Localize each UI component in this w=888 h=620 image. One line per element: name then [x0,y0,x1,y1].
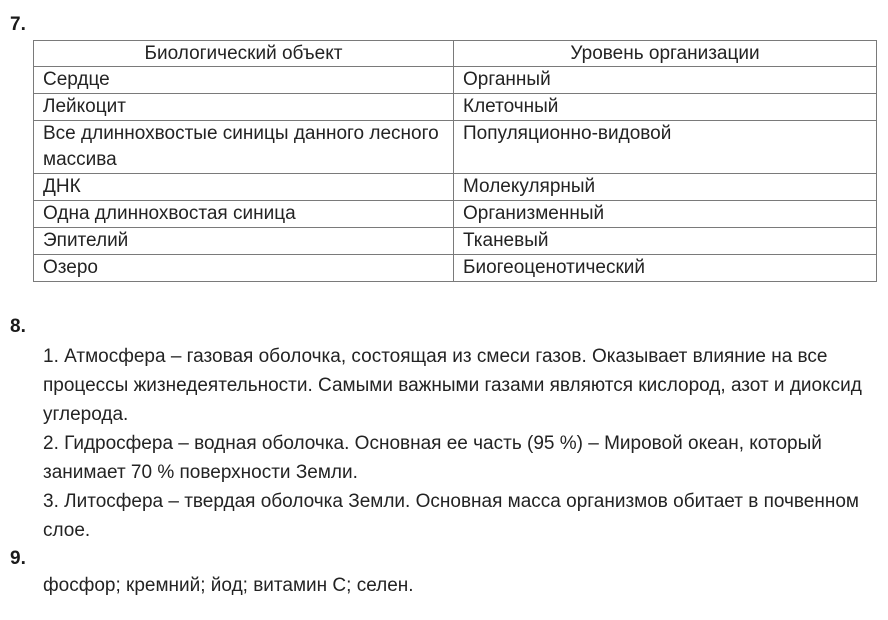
table-row [34,255,877,282]
object-cell: Все длиннохвостые синицы данного лесного массива [34,121,454,174]
paragraph-lithosphere: 3. Литосфера – твердая оболочка Земли. Основная масса организмов обитает в почвенном слое. [43,491,859,541]
header-level: Уровень организации [454,41,877,67]
task-8-answer [43,342,873,545]
task-8-number: 8. [10,316,26,337]
level-cell: Молекулярный [454,174,877,201]
paragraph-hydrosphere: 2. Гидросфера – водная оболочка. Основная ее часть (95 %) – Мировой океан, который занимает 70 % поверхности Земли. [43,433,822,483]
object-cell: Озеро [34,255,454,282]
table-row [34,67,877,94]
table-row [34,201,877,228]
object-cell: Эпителий [34,228,454,255]
bio-levels-table [33,40,877,282]
table-row [34,174,877,201]
task-9-number: 9. [10,548,26,569]
level-cell: Тканевый [454,228,877,255]
header-object: Биологический объект [34,41,454,67]
table-row [34,94,877,121]
object-cell: ДНК [34,174,454,201]
level-cell: Органный [454,67,877,94]
table-header-row [34,41,877,67]
table-row [34,228,877,255]
level-cell: Биогеоценотический [454,255,877,282]
object-cell: Одна длиннохвостая синица [34,201,454,228]
object-cell: Лейкоцит [34,94,454,121]
task-9-answer: фосфор; кремний; йод; витамин С; селен. [43,575,414,596]
object-cell: Сердце [34,67,454,94]
level-cell: Клеточный [454,94,877,121]
table-row [34,121,877,174]
paragraph-atmosphere: 1. Атмосфера – газовая оболочка, состоящая из смеси газов. Оказывает влияние на все процессы жизнедеятельности. Самыми важными газами являются кислород, азот и диоксид углерода. [43,346,862,425]
task-7-number: 7. [10,14,26,35]
level-cell: Популяционно-видовой [454,121,877,174]
level-cell: Организменный [454,201,877,228]
